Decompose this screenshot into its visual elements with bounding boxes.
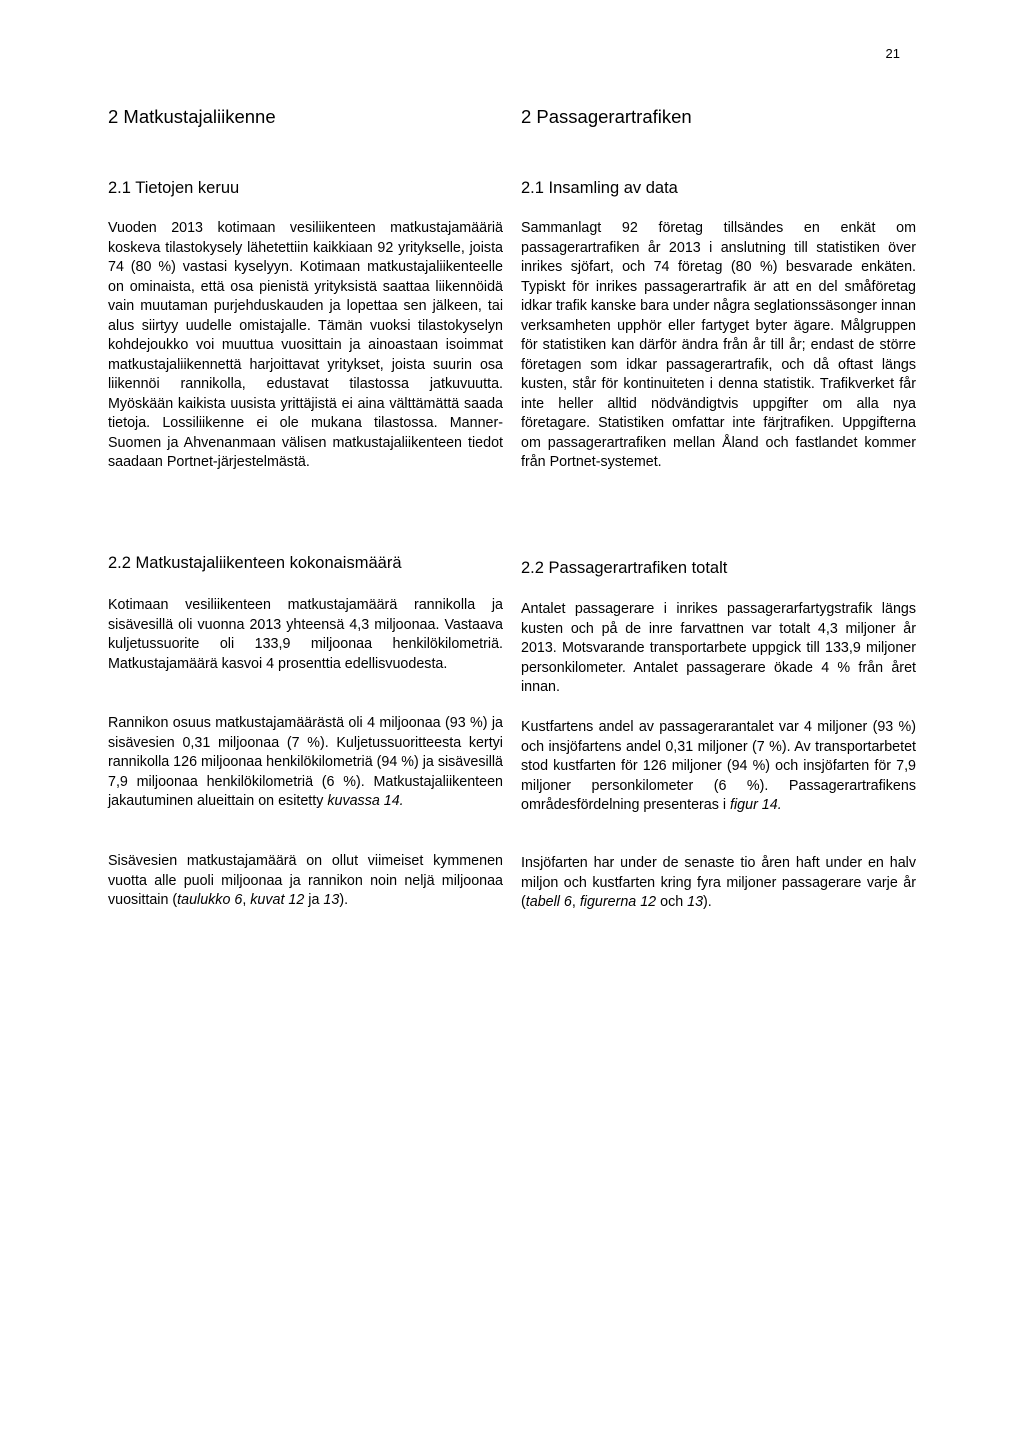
- paragraph-fi-total-2-text: Rannikon osuus matkustajamäärästä oli 4 miljoonaa (93 %) ja sisävesien 0,31 miljoonaa (7 %). Kuljetussuoritteesta kertyi rannikolla 126 miljoonaa henkilökilometriä (94 %) ja sisävesillä 7,9 miljoonaa henkilökilometriä (6 %). Matkustajaliikenteen jakautuminen alueittain on esitetty: [108, 715, 503, 809]
- paragraph-sv-total-3: [521, 854, 916, 913]
- section-heading-fi-2-1: 2.1 Tietojen keruu: [108, 179, 240, 197]
- section-heading-sv-2-1: 2.1 Insamling av data: [521, 179, 678, 197]
- ref-conjunction-fi: ja: [304, 892, 324, 908]
- paragraph-sv-data-collection: Sammanlagt 92 företag tillsändes en enkät om passagerartrafiken år 2013 i anslutning till statistiken över inrikes sjöfart, och 74 företag (80 %) besvarade enkäten. Typiskt för inrikes passagerartrafik är att en del småföretag idkar trafik kanske bara under några seglationssäsonger innan verksamheten upphör eller fartyget byter ägare. Målgruppen för statistiken kan därför ändra från år till år; endast de större företagen som idkar passagerartrafik, och då oftast längs kusten, står för kontinuiteten i denna statistik. Trafikverket får inte heller alltid nödvändigtvis uppgifter om alla nya företagare. Statistiken omfattar inte färjtrafiken. Uppgifterna om passagerartrafiken mellan Åland och fastlandet kommer från Portnet-systemet.: [521, 220, 916, 470]
- paragraph-fi-total-1: Kotimaan vesiliikenteen matkustajamäärä rannikolla ja sisävesillä oli vuonna 2013 yhteensä 4,3 miljoonaa. Vastaava kuljetussuorite oli 133,9 miljoonaa henkilökilometriä. Matkustajamäärä kasvoi 4 prosenttia edellisvuodesta.: [108, 597, 503, 672]
- figure-ref-sv-12: figurerna 12: [579, 894, 657, 910]
- ref-separator-sv: ,: [571, 894, 580, 910]
- paragraph-fi-total-2: [108, 714, 503, 812]
- paragraph-sv-total-2-text: Kustfartens andel av passagerarantalet var 4 miljoner (93 %) och insjöfartens andel 0,31 miljoner (7 %). Av transportarbetet stod kustfarten för 126 miljoner (94 %) och insjöfarten för 7,9 miljoner personkilometer (6 %). Passagerartrafikens områdesfördelning presenteras i: [521, 719, 916, 813]
- paragraph-sv-total-3-text: Insjöfarten har under de senaste tio åren haft under en halv miljon och kustfarten kring fyra miljoner passagerare varje år (: [521, 855, 916, 910]
- page-number: 21: [885, 46, 900, 61]
- figure-ref-sv-13: 13: [687, 894, 704, 910]
- chapter-title-fi: 2 Matkustajaliikenne: [108, 106, 276, 127]
- paragraph-fi-data-collection: Vuoden 2013 kotimaan vesiliikenteen matkustajamääriä koskeva tilastokysely lähetettiin kaikkiaan 92 yritykselle, joista 74 (80 %) vastasi kyselyyn. Kotimaan matkustajaliikenteelle on ominaista, että osa pienistä yrityksistä saattaa liikennöidä vain muutaman purjehduskauden ja lopettaa sen jälkeen, tai alus siirtyy uudelle omistajalle. Tämän vuoksi tilastokyselyn kohdejoukko voi muuttua vuosittain ja ainoastaan isoimmat matkustajaliikennettä harjoittavat yritykset, joista suurin osa liikennöi rannikolla, edustavat tilastossa jatkuvuutta. Myöskään kaikista uusista yrittäjistä ei aina välttämättä saada tietoja. Lossiliikenne ei ole mukana tilastossa. Manner-Suomen ja Ahvenanmaan välisen matkustajaliikenteen tiedot saadaan Portnet-järjestelmästä.: [108, 220, 503, 470]
- ref-separator-fi: ,: [242, 892, 251, 908]
- chapter-title-sv: 2 Passagerartrafiken: [521, 106, 692, 127]
- figure-ref-sv-14: figur 14.: [730, 797, 782, 813]
- paragraph-sv-total-2: [521, 718, 916, 816]
- finnish-column: [108, 0, 503, 1448]
- ref-close-fi: ).: [339, 892, 349, 908]
- paragraph-fi-total-3-text: Sisävesien matkustajamäärä on ollut viimeiset kymmenen vuotta alle puoli miljoonaa ja rannikon noin neljä miljoonaa vuosittain (: [108, 853, 503, 908]
- figure-ref-fi-12: kuvat 12: [250, 892, 305, 908]
- paragraph-fi-total-3: [108, 852, 503, 911]
- swedish-column: [521, 0, 916, 1448]
- table-ref-sv-6: tabell 6: [525, 894, 572, 910]
- table-ref-fi-6: taulukko 6: [177, 892, 243, 908]
- paragraph-sv-total-1: Antalet passagerare i inrikes passagerarfartygstrafik längs kusten och på de inre farvattnen var totalt 4,3 miljoner år 2013. Motsvarande transportarbete uppgick till 133,9 miljoner personkilometer. Antalet passagerare ökade 4 % från året innan.: [521, 601, 916, 695]
- figure-ref-fi-13: 13: [323, 892, 340, 908]
- figure-ref-fi-14: kuvassa 14.: [327, 793, 404, 809]
- section-heading-fi-2-2: 2.2 Matkustajaliikenteen kokonaismäärä: [108, 554, 402, 572]
- section-heading-sv-2-2: 2.2 Passagerartrafiken totalt: [521, 559, 728, 577]
- ref-close-sv: ).: [703, 894, 712, 910]
- ref-conjunction-sv: och: [656, 894, 688, 910]
